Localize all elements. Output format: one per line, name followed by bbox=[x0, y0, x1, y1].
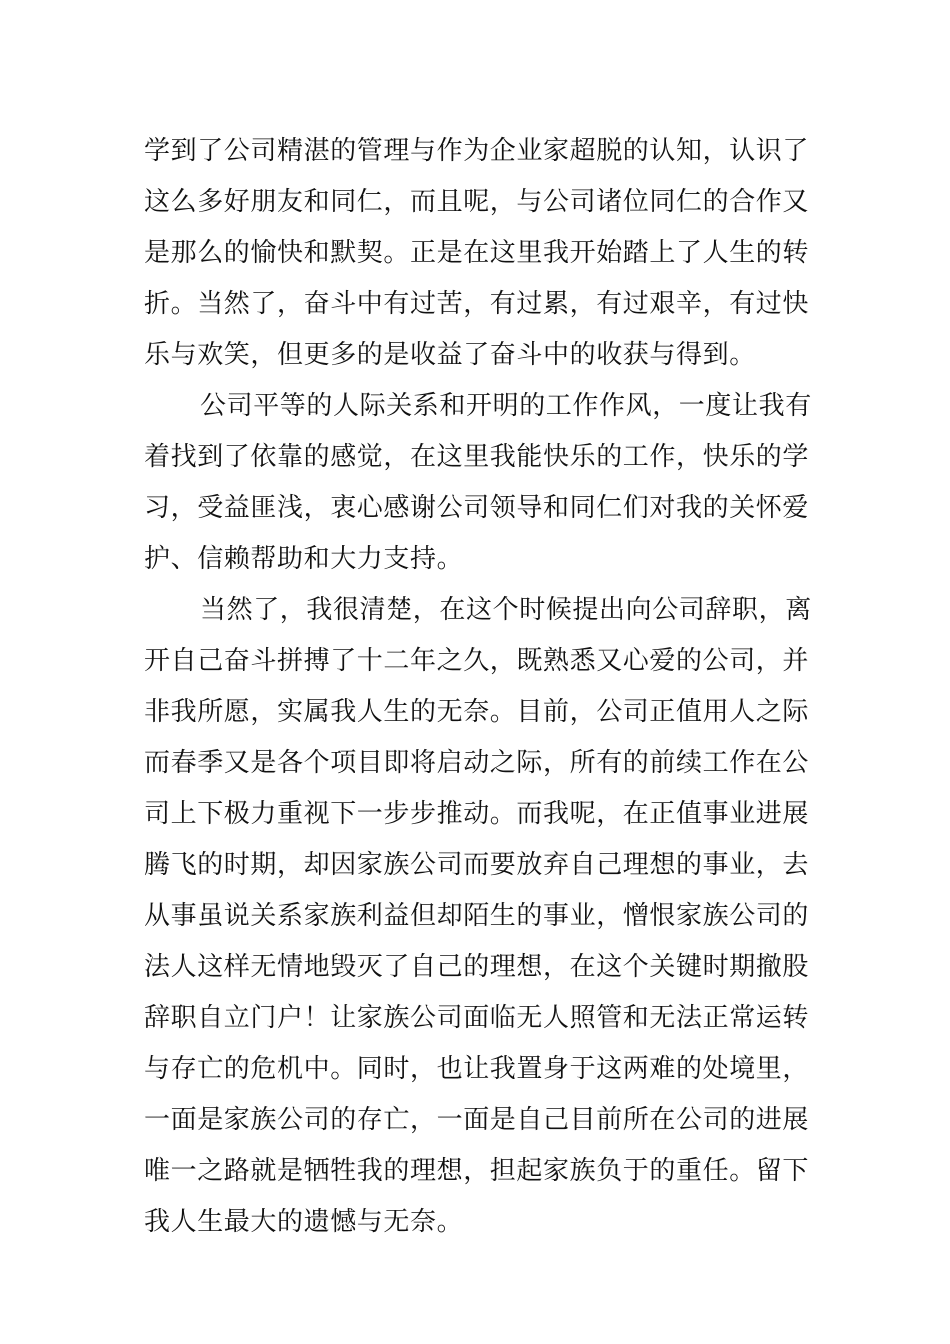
text-line: 辞职自立门户！让家族公司面临无人照管和无法正常运转 bbox=[144, 1003, 810, 1033]
paragraph-1 bbox=[144, 126, 808, 381]
text-line: 当然了，我很清楚，在这个时候提出向公司辞职，离 bbox=[200, 595, 812, 625]
text-line: 护、信赖帮助和大力支持。 bbox=[144, 544, 464, 574]
text-line: 公司平等的人际关系和开明的工作作风，一度让我有 bbox=[200, 391, 812, 421]
text-line: 开自己奋斗拼搏了十二年之久，既熟悉又心爱的公司，并 bbox=[144, 646, 810, 676]
text-line: 是那么的愉快和默契。正是在这里我开始踏上了人生的转 bbox=[144, 238, 810, 268]
text-line: 与存亡的危机中。同时，也让我置身于这两难的处境里， bbox=[144, 1054, 810, 1084]
text-line: 而春季又是各个项目即将启动之际，所有的前续工作在公 bbox=[144, 748, 810, 778]
text-line: 非我所愿，实属我人生的无奈。目前，公司正值用人之际 bbox=[144, 697, 810, 727]
document-body bbox=[144, 126, 812, 1248]
text-line: 腾飞的时期，却因家族公司而要放弃自己理想的事业，去 bbox=[144, 850, 810, 880]
text-line: 从事虽说关系家族利益但却陌生的事业，憎恨家族公司的 bbox=[144, 901, 810, 931]
text-line: 司上下极力重视下一步步推动。而我呢，在正值事业进展 bbox=[144, 799, 810, 829]
text-line: 法人这样无情地毁灭了自己的理想，在这个关键时期撤股 bbox=[144, 952, 810, 982]
text-line: 我人生最大的遗憾与无奈。 bbox=[144, 1207, 464, 1237]
text-line: 乐与欢笑，但更多的是收益了奋斗中的收获与得到。 bbox=[144, 340, 756, 370]
paragraph-3 bbox=[144, 585, 812, 1248]
text-line: 折。当然了，奋斗中有过苦，有过累，有过艰辛，有过快 bbox=[144, 289, 810, 319]
text-line: 这么多好朋友和同仁，而且呢，与公司诸位同仁的合作又 bbox=[144, 187, 810, 217]
text-line: 学到了公司精湛的管理与作为企业家超脱的认知，认识了 bbox=[144, 136, 810, 166]
text-line: 习，受益匪浅，衷心感谢公司领导和同仁们对我的关怀爱 bbox=[144, 493, 810, 523]
text-line: 一面是家族公司的存亡，一面是自己目前所在公司的进展 bbox=[144, 1105, 810, 1135]
text-line: 着找到了依靠的感觉，在这里我能快乐的工作，快乐的学 bbox=[144, 442, 810, 472]
paragraph-2 bbox=[144, 381, 812, 585]
text-line: 唯一之路就是牺牲我的理想，担起家族负于的重任。留下 bbox=[144, 1156, 810, 1186]
